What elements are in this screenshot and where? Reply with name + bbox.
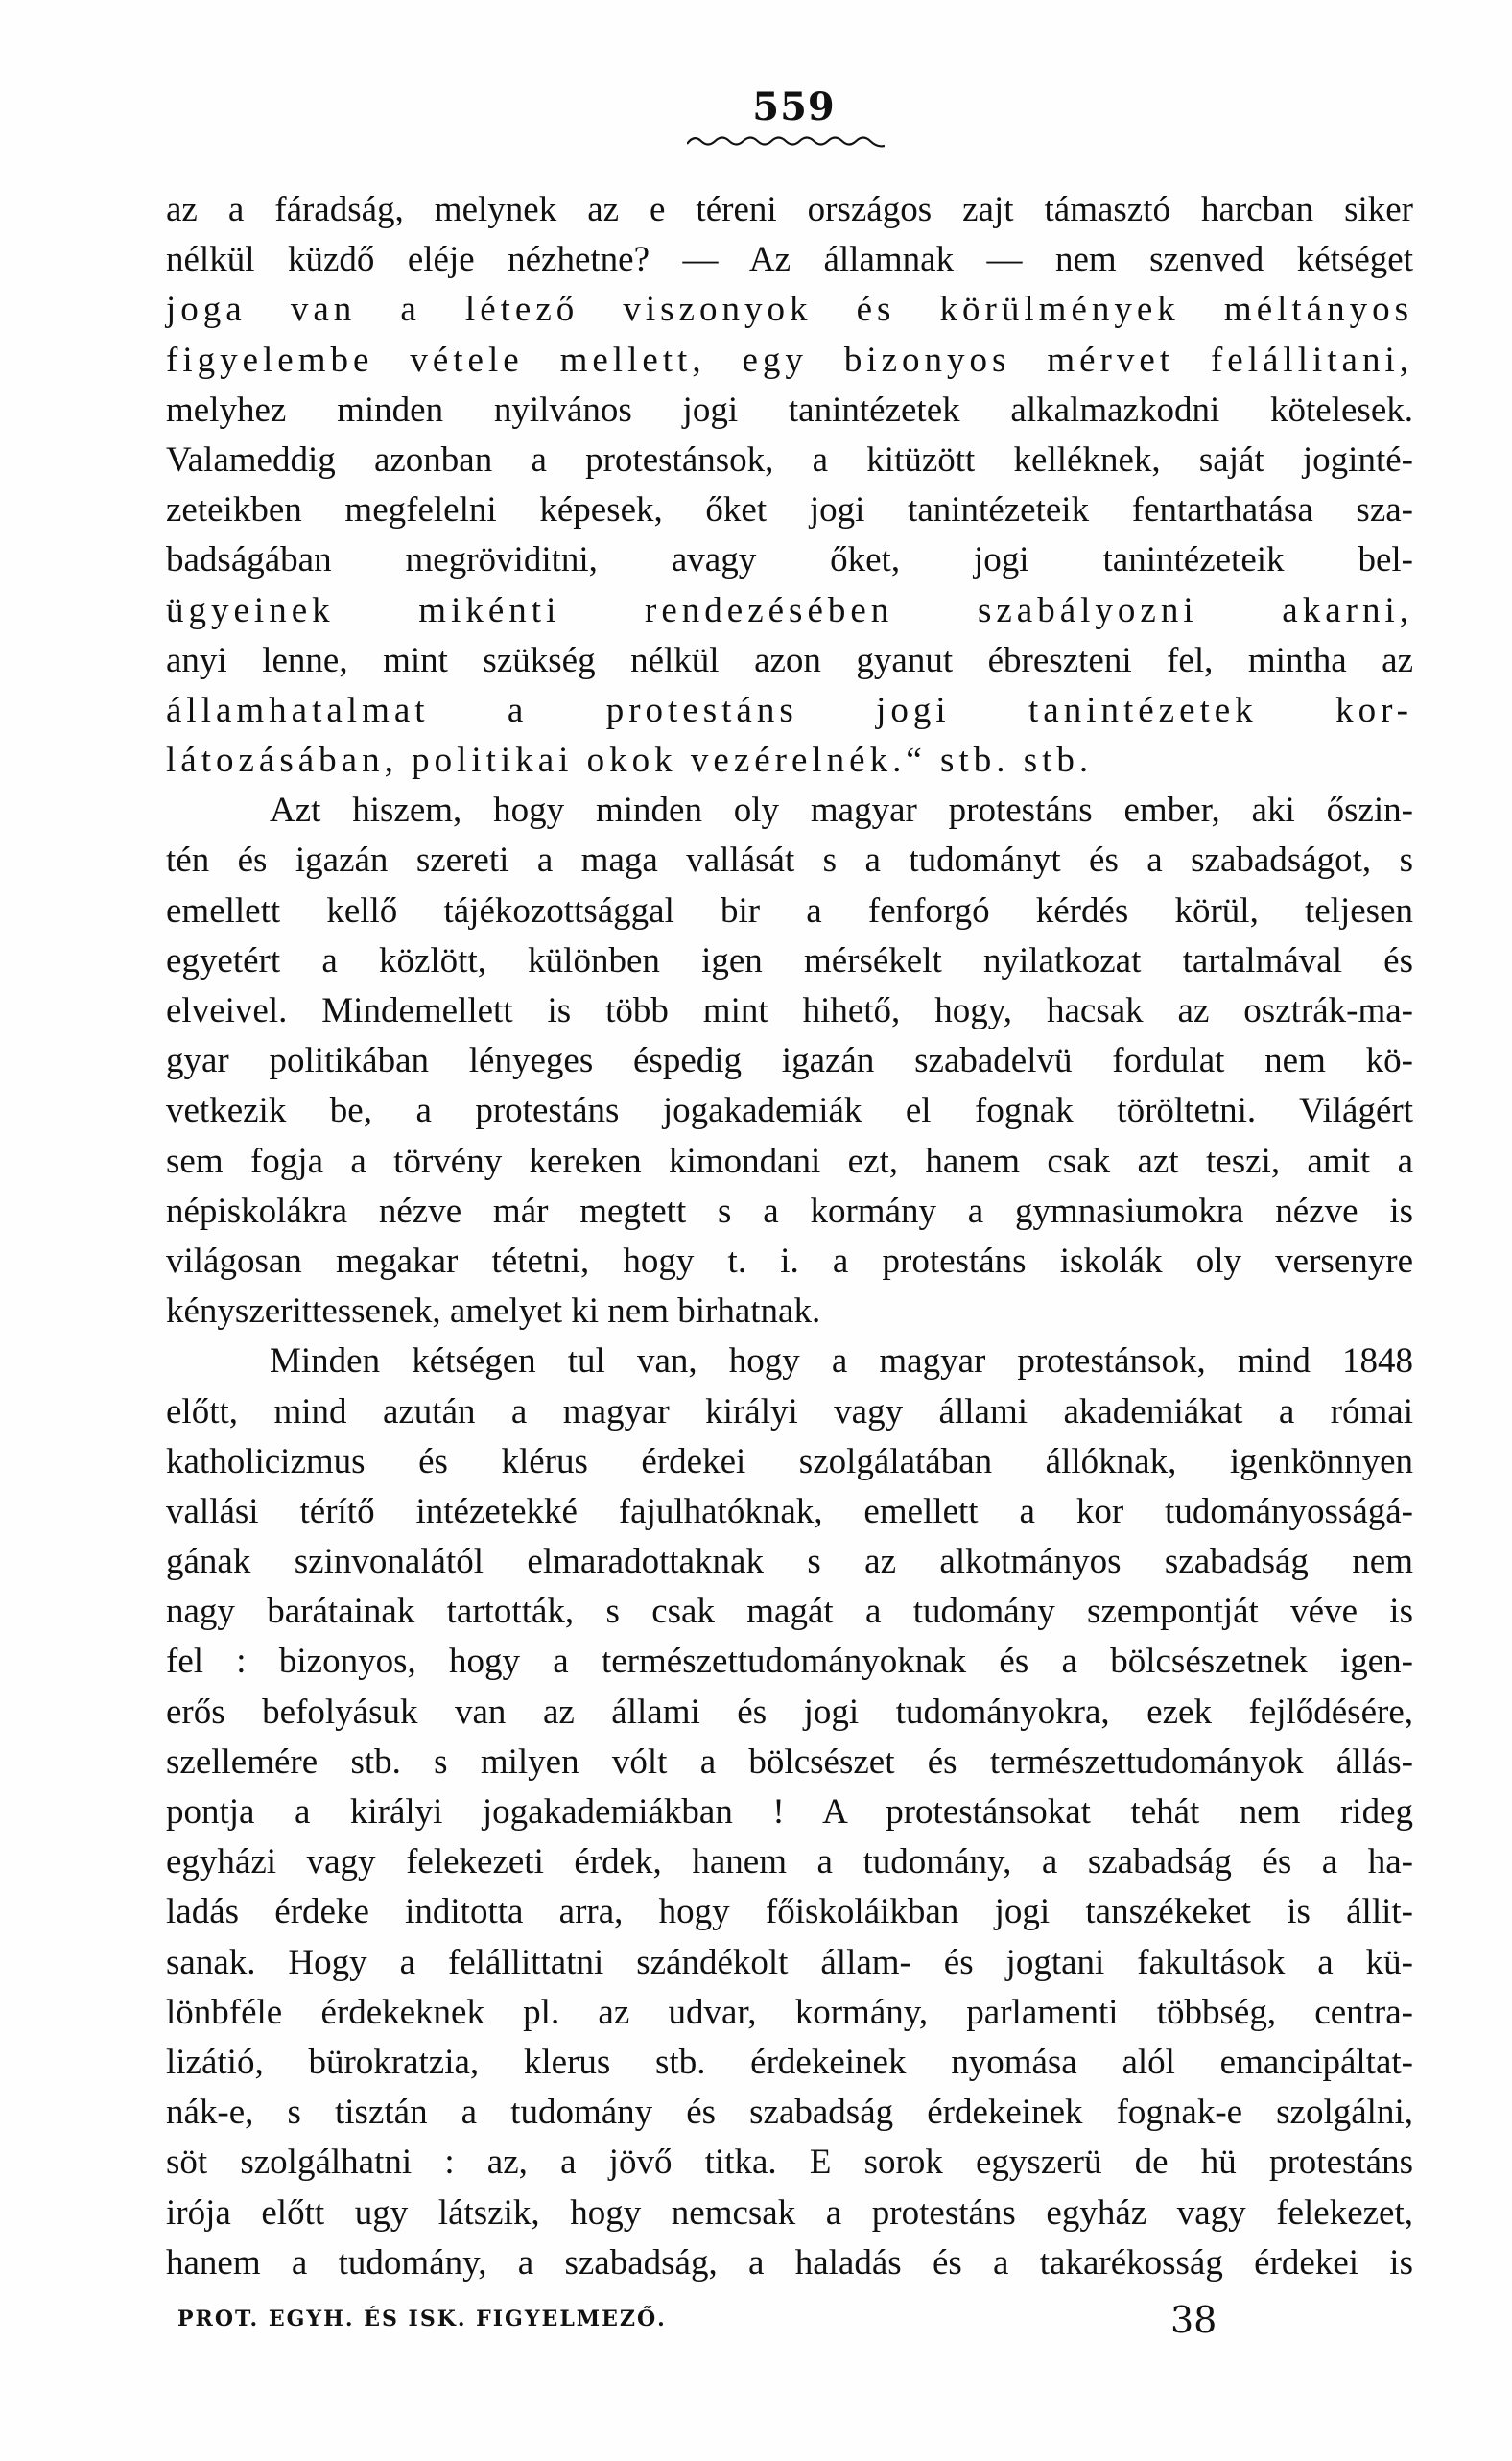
text-line: melyhez minden nyilvános jogi tanintézetek alkalmazkodni kötelesek. <box>166 390 1413 430</box>
text-line: irója előtt ugy látszik, hogy nemcsak a protestáns egyház vagy felekezet, <box>166 2192 1413 2233</box>
text-line: nagy barátainak tartották, s csak magát a tudomány szempontját véve is <box>166 1592 1413 1632</box>
text-line: vallási térítő intézetekké fajulhatóknak, emellett a kor tudományosságá- <box>166 1491 1413 1531</box>
text-line: gának szinvonalától elmaradottaknak s az alkotmányos szabadság nem <box>166 1542 1413 1582</box>
signature-mark: 38 <box>1170 2299 1217 2341</box>
text-line: nélkül küzdő eléje nézhetne? — Az államnak — nem szenved kétséget <box>166 240 1413 280</box>
text-line: Azt hiszem, hogy minden oly magyar protestáns ember, aki őszin- <box>270 791 1413 831</box>
text-line: joga van a létező viszonyok és körülmények méltányos <box>166 290 1413 330</box>
wavy-rule-ornament <box>687 132 885 150</box>
text-line: lönbféle érdekeknek pl. az udvar, kormány, parlamenti többség, centra- <box>166 1992 1413 2032</box>
text-line: vetkezik be, a protestáns jogakademiák el fognak töröltetni. Világért <box>166 1091 1413 1131</box>
text-line: az a fáradság, melynek az e téreni országos zajt támasztó harcban siker <box>166 190 1413 229</box>
text-line: sem fogja a törvény kereken kimondani ezt, hanem csak azt teszi, amit a <box>166 1141 1413 1181</box>
text-line: egyházi vagy felekezeti érdek, hanem a tudomány, a szabadság és a ha- <box>166 1842 1413 1882</box>
text-line: ügyeinek mikénti rendezésében szabályozni akarni, <box>166 590 1413 630</box>
text-line: látozásában, politikai okok vezérelnék.“ stb. stb. <box>166 741 1094 781</box>
text-line: erős befolyásuk van az állami és jogi tudományokra, ezek fejlődésére, <box>166 1692 1413 1732</box>
text-line: Minden kétségen tul van, hogy a magyar protestánsok, mind 1848 <box>270 1341 1413 1382</box>
text-line: sanak. Hogy a felállittatni szándékolt állam- és jogtani fakultások a kü- <box>166 1942 1413 1982</box>
text-line: gyar politikában lényeges éspedig igazán szabadelvü fordulat nem kö- <box>166 1041 1413 1081</box>
text-line: pontja a királyi jogakademiákban ! A protestánsokat tehát nem rideg <box>166 1792 1413 1832</box>
text-line: söt szolgálhatni : az, a jövő titka. E sorok egyszerü de hü protestáns <box>166 2142 1413 2183</box>
text-line: egyetért a közlött, különben igen mérsékelt nyilatkozat tartalmával és <box>166 940 1413 981</box>
text-line: nák-e, s tisztán a tudomány és szabadság érdekeinek fognak-e szolgálni, <box>166 2093 1413 2133</box>
body-text <box>166 185 1413 2288</box>
text-line: szellemére stb. s milyen vólt a bölcsészet és természettudományok állás- <box>166 1741 1413 1782</box>
text-line: fel : bizonyos, hogy a természettudományoknak és a bölcsészetnek igen- <box>166 1642 1413 1682</box>
text-line: világosan megakar tétetni, hogy t. i. a protestáns iskolák oly versenyre <box>166 1241 1413 1281</box>
text-line: kényszerittessenek, amelyet ki nem birhatnak. <box>166 1291 821 1332</box>
text-line: badságában megröviditni, avagy őket, jogi tanintézeteik bel- <box>166 540 1413 580</box>
journal-title-footer: PROT. EGYH. ÉS ISK. FIGYELMEZŐ. <box>177 2307 667 2331</box>
text-line: elveivel. Mindemellett is több mint hihető, hogy, hacsak az osztrák-ma- <box>166 991 1413 1030</box>
page-number: 559 <box>752 84 836 130</box>
text-line: figyelembe vétele mellett, egy bizonyos mérvet felállitani, <box>166 340 1413 380</box>
text-line: államhatalmat a protestáns jogi tanintézetek kor- <box>166 690 1413 730</box>
text-line: zeteikben megfelelni képesek, őket jogi tanintézeteik fentarthatása sza- <box>166 490 1413 531</box>
text-line: tén és igazán szereti a maga vallását s a tudományt és a szabadságot, s <box>166 840 1413 881</box>
text-line: ladás érdeke inditotta arra, hogy főiskoláikban jogi tanszékeket is állit- <box>166 1892 1413 1932</box>
text-line: népiskolákra nézve már megtett s a kormány a gymnasiumokra nézve is <box>166 1191 1413 1231</box>
text-line: Valameddig azonban a protestánsok, a kitüzött kelléknek, saját joginté- <box>166 439 1413 480</box>
text-line: anyi lenne, mint szükség nélkül azon gyanut ébreszteni fel, mintha az <box>166 640 1413 680</box>
text-line: emellett kellő tájékozottsággal bir a fenforgó kérdés körül, teljesen <box>166 890 1413 931</box>
text-line: hanem a tudomány, a szabadság, a haladás és a takarékosság érdekei is <box>166 2242 1413 2283</box>
text-line: előtt, mind azután a magyar királyi vagy állami akademiákat a római <box>166 1391 1413 1432</box>
text-line: lizátió, bürokratzia, klerus stb. érdekeinek nyomása alól emancipáltat- <box>166 2042 1413 2082</box>
text-line: katholicizmus és klérus érdekei szolgálatában állóknak, igenkönnyen <box>166 1441 1413 1481</box>
